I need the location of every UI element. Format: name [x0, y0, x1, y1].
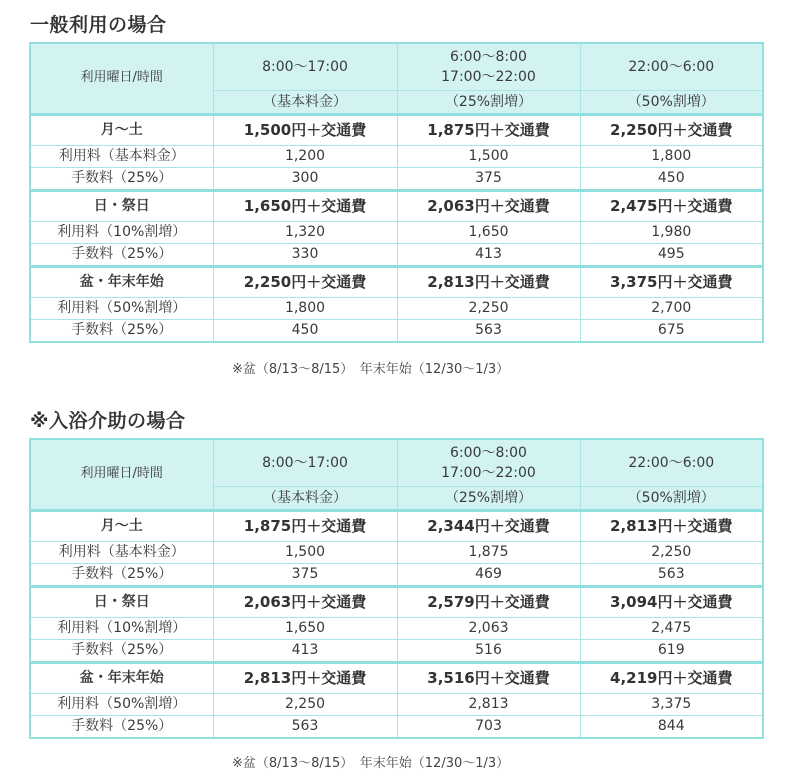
category-row: [30, 586, 763, 617]
commission-row: [30, 167, 763, 190]
fee-cell: 1,650: [213, 617, 397, 639]
category-row: [30, 190, 763, 221]
category-name: 盆・年末年始: [30, 662, 213, 693]
commission-cell: 450: [580, 167, 763, 190]
commission-label: 手数料（25%）: [30, 319, 213, 342]
fee-label: 利用料（50%割増）: [30, 297, 213, 319]
commission-row: [30, 715, 763, 738]
section-title-bathing: ※入浴介助の場合: [30, 410, 186, 432]
header-time-col2: [397, 43, 580, 90]
fee-cell: 1,500: [397, 145, 580, 167]
fee-cell: 1,980: [580, 221, 763, 243]
total-cell: 2,063円＋交通費: [397, 190, 580, 221]
total-cell: 3,516円＋交通費: [397, 662, 580, 693]
fee-cell: 2,250: [213, 693, 397, 715]
total-cell: 2,063円＋交通費: [213, 586, 397, 617]
commission-row: [30, 243, 763, 266]
price-table-bathing: [29, 438, 764, 739]
fee-cell: 1,200: [213, 145, 397, 167]
header-time-col3: 22:00～6:00: [580, 439, 763, 486]
fee-cell: 1,800: [213, 297, 397, 319]
fee-cell: 2,700: [580, 297, 763, 319]
commission-row: [30, 563, 763, 586]
fee-cell: 2,250: [397, 297, 580, 319]
header-rate-col3: （50%割増）: [580, 90, 763, 114]
header-rate-col2: （25%割増）: [397, 486, 580, 510]
commission-label: 手数料（25%）: [30, 639, 213, 662]
header-time-col2-line1: 6:00～8:00: [450, 444, 527, 461]
commission-label: 手数料（25%）: [30, 167, 213, 190]
fee-cell: 2,250: [580, 541, 763, 563]
total-cell: 2,813円＋交通費: [213, 662, 397, 693]
commission-cell: 495: [580, 243, 763, 266]
total-cell: 1,875円＋交通費: [397, 114, 580, 145]
commission-cell: 844: [580, 715, 763, 738]
commission-cell: 300: [213, 167, 397, 190]
header-rate-col2: （25%割増）: [397, 90, 580, 114]
total-cell: 4,219円＋交通費: [580, 662, 763, 693]
header-time-col3: 22:00～6:00: [580, 43, 763, 90]
section-title-general: 一般利用の場合: [30, 14, 167, 36]
commission-row: [30, 639, 763, 662]
header-time-col1: 8:00～17:00: [213, 43, 397, 90]
fee-cell: 1,500: [213, 541, 397, 563]
commission-cell: 469: [397, 563, 580, 586]
header-day-time-label: 利用曜日/時間: [30, 43, 213, 114]
fee-cell: 1,650: [397, 221, 580, 243]
category-row: [30, 510, 763, 541]
commission-cell: 563: [580, 563, 763, 586]
commission-cell: 413: [213, 639, 397, 662]
total-cell: 2,475円＋交通費: [580, 190, 763, 221]
total-cell: 2,579円＋交通費: [397, 586, 580, 617]
commission-label: 手数料（25%）: [30, 563, 213, 586]
header-rate-col3: （50%割増）: [580, 486, 763, 510]
category-name: 月～土: [30, 114, 213, 145]
fee-label: 利用料（10%割増）: [30, 617, 213, 639]
fee-row: [30, 541, 763, 563]
fee-cell: 1,800: [580, 145, 763, 167]
header-day-time-label: 利用曜日/時間: [30, 439, 213, 510]
commission-cell: 413: [397, 243, 580, 266]
fee-cell: 1,320: [213, 221, 397, 243]
header-row: [30, 439, 763, 486]
price-table-general: [29, 42, 764, 343]
total-cell: 2,250円＋交通費: [580, 114, 763, 145]
fee-row: [30, 221, 763, 243]
commission-label: 手数料（25%）: [30, 715, 213, 738]
fee-label: 利用料（10%割増）: [30, 221, 213, 243]
total-cell: 2,813円＋交通費: [397, 266, 580, 297]
fee-cell: 1,875: [397, 541, 580, 563]
fee-label: 利用料（50%割増）: [30, 693, 213, 715]
commission-label: 手数料（25%）: [30, 243, 213, 266]
header-rate-col1: （基本料金）: [213, 486, 397, 510]
header-time-col2-line1: 6:00～8:00: [450, 48, 527, 65]
category-name: 日・祭日: [30, 190, 213, 221]
header-time-col2-line2: 17:00～22:00: [441, 68, 536, 85]
commission-cell: 675: [580, 319, 763, 342]
commission-cell: 375: [213, 563, 397, 586]
commission-cell: 563: [397, 319, 580, 342]
commission-cell: 375: [397, 167, 580, 190]
fee-cell: 2,063: [397, 617, 580, 639]
total-cell: 3,375円＋交通費: [580, 266, 763, 297]
fee-label: 利用料（基本料金）: [30, 145, 213, 167]
commission-cell: 703: [397, 715, 580, 738]
header-time-col2-line2: 17:00～22:00: [441, 464, 536, 481]
category-name: 盆・年末年始: [30, 266, 213, 297]
total-cell: 1,650円＋交通費: [213, 190, 397, 221]
header-time-col1: 8:00～17:00: [213, 439, 397, 486]
commission-cell: 450: [213, 319, 397, 342]
holiday-period-note: ※盆（8/13～8/15） 年末年始（12/30～1/3）: [232, 362, 510, 377]
category-name: 月～土: [30, 510, 213, 541]
total-cell: 1,875円＋交通費: [213, 510, 397, 541]
category-row: [30, 662, 763, 693]
fee-cell: 2,813: [397, 693, 580, 715]
fee-row: [30, 145, 763, 167]
fee-row: [30, 617, 763, 639]
commission-cell: 516: [397, 639, 580, 662]
fee-cell: 2,475: [580, 617, 763, 639]
total-cell: 3,094円＋交通費: [580, 586, 763, 617]
category-row: [30, 266, 763, 297]
fee-label: 利用料（基本料金）: [30, 541, 213, 563]
fee-cell: 3,375: [580, 693, 763, 715]
commission-cell: 619: [580, 639, 763, 662]
commission-cell: 563: [213, 715, 397, 738]
header-rate-col1: （基本料金）: [213, 90, 397, 114]
header-row: [30, 43, 763, 90]
total-cell: 2,813円＋交通費: [580, 510, 763, 541]
total-cell: 2,250円＋交通費: [213, 266, 397, 297]
commission-cell: 330: [213, 243, 397, 266]
total-cell: 2,344円＋交通費: [397, 510, 580, 541]
fee-row: [30, 693, 763, 715]
holiday-period-note: ※盆（8/13～8/15） 年末年始（12/30～1/3）: [232, 756, 510, 771]
total-cell: 1,500円＋交通費: [213, 114, 397, 145]
fee-row: [30, 297, 763, 319]
header-time-col2: [397, 439, 580, 486]
commission-row: [30, 319, 763, 342]
category-row: [30, 114, 763, 145]
category-name: 日・祭日: [30, 586, 213, 617]
